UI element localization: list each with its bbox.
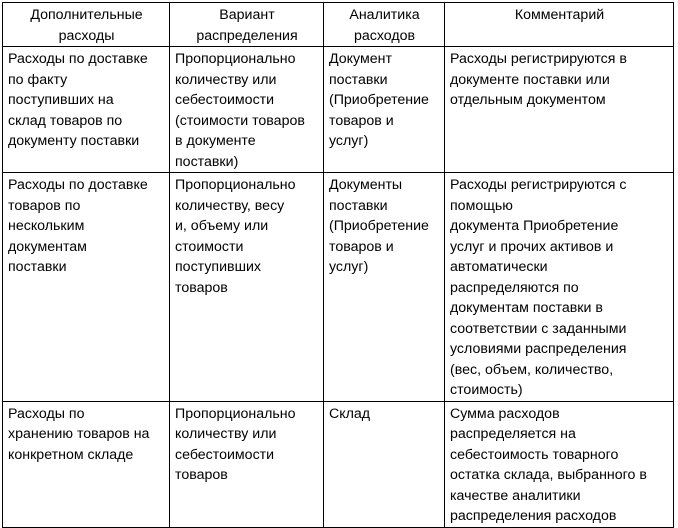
header-additional-expenses: Дополнительные расходы — [3, 3, 170, 47]
cell-analytics: Документы поставки (Приобретение товаров и услуг) — [324, 173, 445, 402]
cell-comment: Сумма расходов распределяется на себестоимость товарного остатка склада, выбранного в качестве аналитики распределения расходов — [445, 401, 674, 527]
table-container — [2, 2, 674, 528]
expenses-table — [2, 2, 674, 528]
cell-analytics: Документ поставки (Приобретение товаров и услуг) — [324, 47, 445, 173]
cell-distribution: Пропорционально количеству или себестоимости (стоимости товаров в документе поставки) — [170, 47, 324, 173]
header-distribution-variant: Вариант распределения — [170, 3, 324, 47]
cell-comment: Расходы регистрируются в документе поставки или отдельным документом — [445, 47, 674, 173]
cell-expense-type: Расходы по хранению товаров на конкретном складе — [3, 401, 170, 527]
table-row — [3, 173, 674, 402]
header-row — [3, 3, 674, 47]
header-expense-analytics: Аналитика расходов — [324, 3, 445, 47]
cell-expense-type: Расходы по доставке товаров по нескольким документам поставки — [3, 173, 170, 402]
table-row — [3, 47, 674, 173]
cell-comment: Расходы регистрируются с помощью документа Приобретение услуг и прочих активов и автоматически распределяются по документам поставки в соответствии с заданными условиями распределения (вес, объем, количество, стоимость) — [445, 173, 674, 402]
table-row — [3, 401, 674, 527]
cell-expense-type: Расходы по доставке по факту поступивших на склад товаров по документу поставки — [3, 47, 170, 173]
header-comment: Комментарий — [445, 3, 674, 47]
cell-distribution: Пропорционально количеству или себестоимости товаров — [170, 401, 324, 527]
cell-analytics: Склад — [324, 401, 445, 527]
cell-distribution: Пропорционально количеству, весу и, объему или стоимости поступивших товаров — [170, 173, 324, 402]
